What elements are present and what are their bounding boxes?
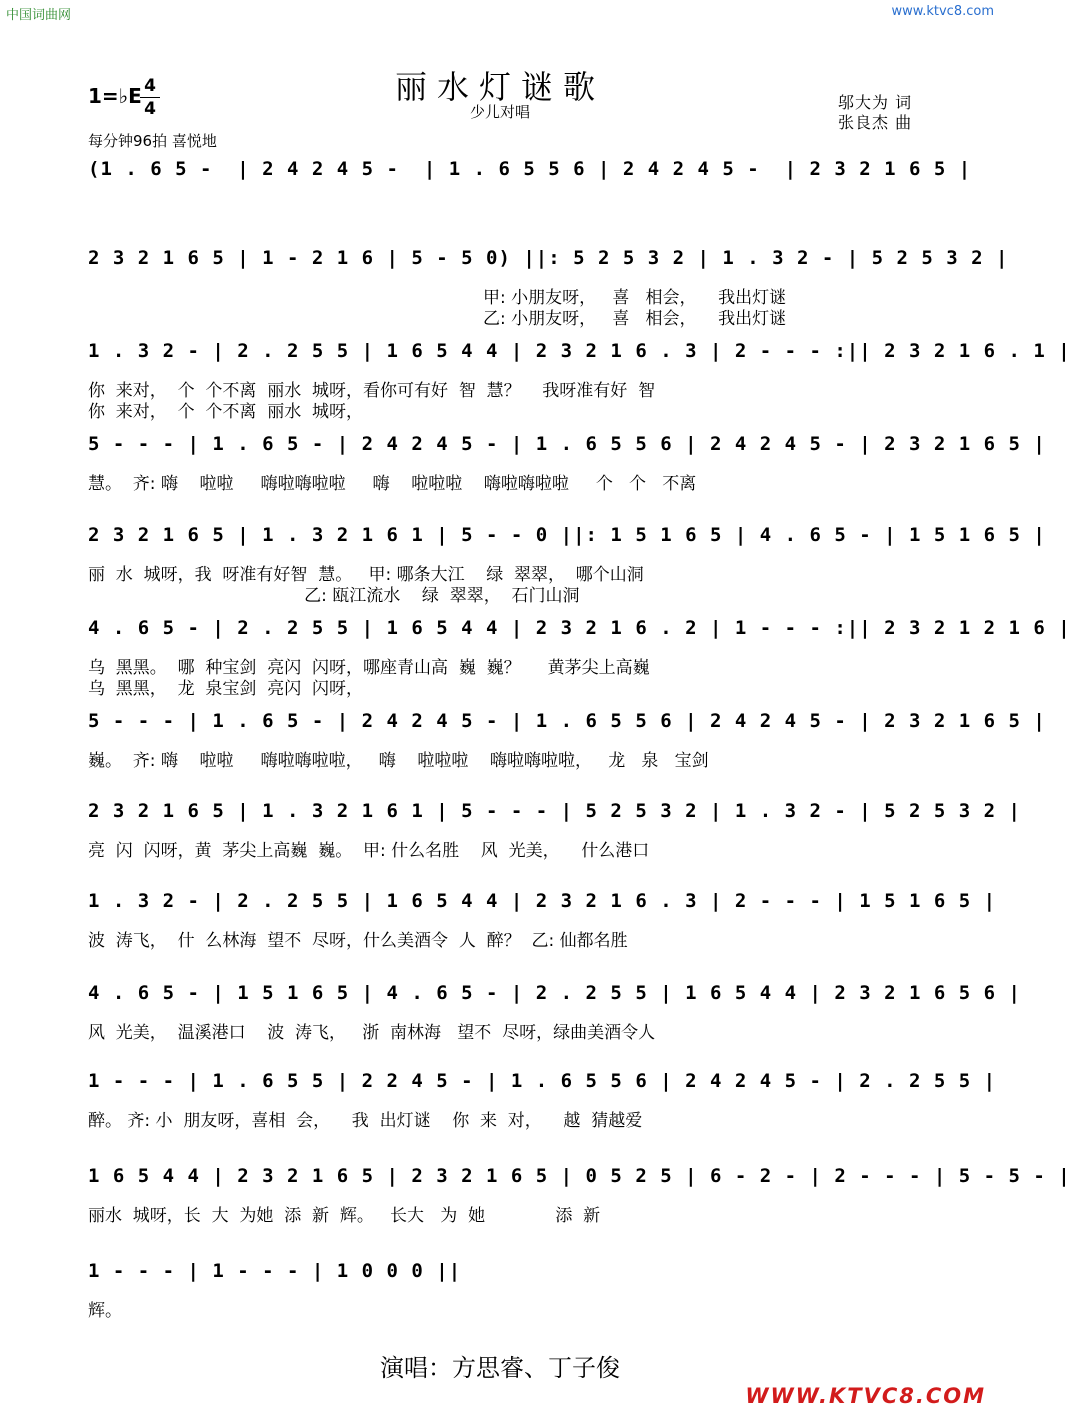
lyric-line: 巍。 齐: 嗨 啦啦 嗨啦嗨啦啦， 嗨 啦啦啦 嗨啦嗨啦啦， 龙 泉 宝剑 (88, 751, 709, 771)
lyric-line: 乙: 瓯江流水 绿 翠翠， 石门山洞 (88, 586, 580, 606)
lyric-line: 乙: 小朋友呀， 喜 相会， 我出灯谜 (483, 309, 787, 329)
jianpu-notes: 2 3 2 1 6 5 | 1 - 2 1 6 | 5 - 5 0) ||: 5 2 5 3 2 | 1 . 3 2 - | 5 2 5 3 2 | (88, 247, 1009, 269)
jianpu-notes: (1 . 6 5 - | 2 4 2 4 5 - | 1 . 6 5 5 6 | 2 4 2 4 5 - | 2 3 2 1 6 5 | (88, 158, 972, 180)
lyric-line: 丽水 城呀，长 大 为她 添 新 辉。 长大 为 她 添 新 (88, 1206, 601, 1226)
site-logo: WWW.KTVC8.COM (745, 1384, 986, 1408)
jianpu-notes: 2 3 2 1 6 5 | 1 . 3 2 1 6 1 | 5 - - - | 5 2 5 3 2 | 1 . 3 2 - | 5 2 5 3 2 | (88, 800, 1021, 822)
jianpu-notes: 1 - - - | 1 . 6 5 5 | 2 2 4 5 - | 1 . 6 5 5 6 | 2 4 2 4 5 - | 2 . 2 5 5 | (88, 1070, 997, 1092)
tempo-marking: 每分钟96拍 喜悦地 (88, 132, 217, 150)
time-signature (140, 76, 160, 119)
lyric-line: 慧。 齐: 嗨 啦啦 嗨啦嗨啦啦 嗨 啦啦啦 嗨啦嗨啦啦 个 个 不离 (88, 474, 697, 494)
jianpu-notes: 1 6 5 4 4 | 2 3 2 1 6 5 | 2 3 2 1 6 5 | 0 5 2 5 | 6 - 2 - | 2 - - - | 5 - 5 - | (88, 1165, 1071, 1187)
lyricist-credit: 邬大为 词 (838, 93, 913, 112)
lyric-line: 辉。 (88, 1301, 122, 1321)
performers: 演唱：方思睿、丁子俊 (380, 1354, 620, 1382)
jianpu-notes: 1 - - - | 1 - - - | 1 0 0 0 || (88, 1260, 462, 1282)
key-signature: 1=♭E (88, 84, 142, 108)
lyric-line: 风 光美， 温溪港口 波 涛飞， 浙 南林海 望不 尽呀，绿曲美酒令人 (88, 1023, 656, 1043)
jianpu-notes: 5 - - - | 1 . 6 5 - | 2 4 2 4 5 - | 1 . 6 5 5 6 | 2 4 2 4 5 - | 2 3 2 1 6 5 | (88, 433, 1046, 455)
jianpu-notes: 5 - - - | 1 . 6 5 - | 2 4 2 4 5 - | 1 . 6 5 5 6 | 2 4 2 4 5 - | 2 3 2 1 6 5 | (88, 710, 1046, 732)
song-subtitle: 少儿对唱 (469, 103, 530, 121)
watermark-left: 中国词曲网 (6, 8, 72, 23)
song-title: 丽水灯谜歌 (394, 68, 605, 106)
jianpu-notes: 1 . 3 2 - | 2 . 2 5 5 | 1 6 5 4 4 | 2 3 2 1 6 . 3 | 2 - - - | 1 5 1 6 5 | (88, 890, 997, 912)
lyric-line: 你 来对， 个 个不离 丽水 城呀， (88, 402, 364, 422)
lyric-line: 你 来对， 个 个不离 丽水 城呀，看你可有好 智 慧？ 我呀准有好 智 (88, 381, 656, 401)
watermark-right: www.ktvc8.com (891, 4, 994, 19)
time-signature-bottom: 4 (144, 99, 156, 119)
time-signature-top: 4 (144, 76, 156, 96)
jianpu-notes: 2 3 2 1 6 5 | 1 . 3 2 1 6 1 | 5 - - 0 ||: 1 5 1 6 5 | 4 . 6 5 - | 1 5 1 6 5 | (88, 524, 1046, 546)
jianpu-notes: 1 . 3 2 - | 2 . 2 5 5 | 1 6 5 4 4 | 2 3 2 1 6 . 3 | 2 - - - :|| 2 3 2 1 6 . 1 | (88, 340, 1071, 362)
lyric-line: 丽 水 城呀，我 呀准有好智 慧。 甲: 哪条大江 绿 翠翠， 哪个山洞 (88, 565, 644, 585)
lyric-line: 甲: 小朋友呀， 喜 相会， 我出灯谜 (483, 288, 787, 308)
lyric-line: 波 涛飞， 什 么林海 望不 尽呀，什么美酒令 人 醉？ 乙: 仙都名胜 (88, 931, 628, 951)
composer-credit: 张良杰 曲 (838, 113, 913, 132)
lyric-line: 乌 黑黑， 龙 泉宝剑 亮闪 闪呀， (88, 679, 364, 699)
jianpu-notes: 4 . 6 5 - | 2 . 2 5 5 | 1 6 5 4 4 | 2 3 2 1 6 . 2 | 1 - - - :|| 2 3 2 1 2 1 6 | (88, 617, 1071, 639)
jianpu-notes: 4 . 6 5 - | 1 5 1 6 5 | 4 . 6 5 - | 2 . 2 5 5 | 1 6 5 4 4 | 2 3 2 1 6 5 6 | (88, 982, 1021, 1004)
lyric-line: 醉。 齐: 小 朋友呀，喜相 会， 我 出灯谜 你 来 对， 越 猜越爱 (88, 1111, 643, 1131)
lyric-line: 亮 闪 闪呀，黄 茅尖上高巍 巍。 甲: 什么名胜 风 光美， 什么港口 (88, 841, 650, 861)
lyric-line: 乌 黑黑。 哪 种宝剑 亮闪 闪呀，哪座青山高 巍 巍？ 黄茅尖上高巍 (88, 658, 650, 678)
